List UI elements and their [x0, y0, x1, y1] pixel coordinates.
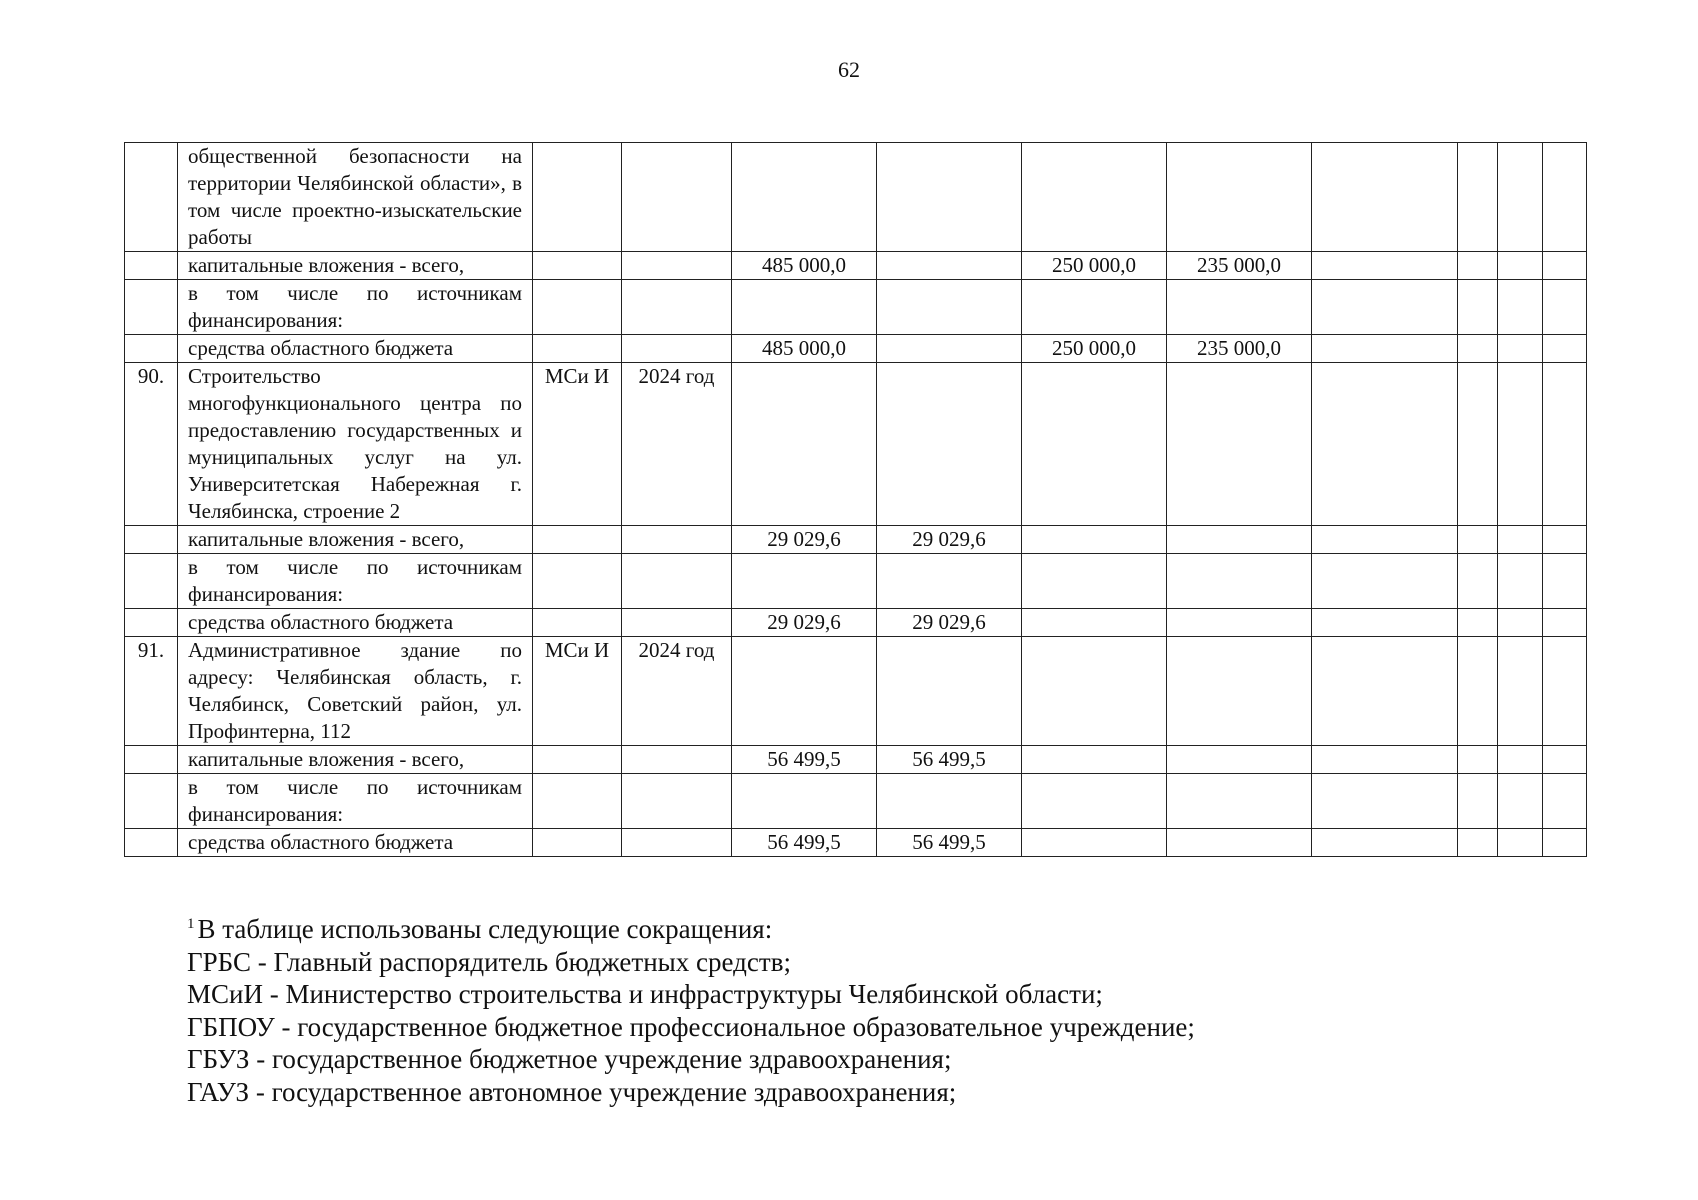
object-row [125, 143, 1587, 252]
row-name-cell: Строительство многофункционального центра по предоставлению государственных и муниципальных услуг на ул. Университетская Набережная г. Челябинска, строение 2 [178, 363, 533, 526]
abbreviation-gbuz: ГБУЗ - государственное бюджетное учреждение здравоохранения; [187, 1044, 952, 1074]
value-2026-cell: 235 000,0 [1167, 335, 1312, 363]
value-2026-cell [1167, 609, 1312, 637]
empty-cell [1498, 143, 1543, 252]
value-2025-cell [1022, 609, 1167, 637]
grbs-cell [533, 335, 622, 363]
row-number-cell [125, 526, 178, 554]
year-cell [622, 335, 732, 363]
value-2025-cell [1022, 280, 1167, 335]
value-2025-cell [1022, 637, 1167, 746]
value-2025-cell [1022, 526, 1167, 554]
value-2025-cell [1022, 143, 1167, 252]
empty-cell [1543, 554, 1587, 609]
value-2024-cell [877, 637, 1022, 746]
empty-cell [1312, 143, 1458, 252]
value-2026-cell [1167, 143, 1312, 252]
empty-cell [1458, 335, 1498, 363]
empty-cell [1498, 609, 1543, 637]
empty-cell [1498, 829, 1543, 857]
value-2026-cell [1167, 554, 1312, 609]
year-cell [622, 609, 732, 637]
row-number-cell [125, 829, 178, 857]
empty-cell [1498, 746, 1543, 774]
empty-cell [1458, 280, 1498, 335]
empty-cell [1458, 363, 1498, 526]
finance-row [125, 746, 1587, 774]
empty-cell [1498, 637, 1543, 746]
empty-cell [1312, 554, 1458, 609]
value-2024-cell: 29 029,6 [877, 526, 1022, 554]
row-name-cell: средства областного бюджета [178, 335, 533, 363]
value-2026-cell [1167, 774, 1312, 829]
year-cell [622, 746, 732, 774]
page-number: 62 [838, 57, 860, 82]
object-row [125, 363, 1587, 526]
finance-row [125, 335, 1587, 363]
object-row [125, 637, 1587, 746]
grbs-cell [533, 143, 622, 252]
empty-cell [1312, 637, 1458, 746]
grbs-cell [533, 252, 622, 280]
row-number-cell: 91. [125, 637, 178, 746]
empty-cell [1458, 829, 1498, 857]
value-2024-cell: 29 029,6 [877, 609, 1022, 637]
empty-cell [1543, 526, 1587, 554]
row-name-cell: в том числе по источникам финансирования: [178, 280, 533, 335]
total-value-cell [732, 637, 877, 746]
value-2026-cell [1167, 746, 1312, 774]
finance-row [125, 252, 1587, 280]
empty-cell [1543, 335, 1587, 363]
empty-cell [1312, 363, 1458, 526]
grbs-cell: МСи И [533, 637, 622, 746]
row-name-cell: средства областного бюджета [178, 609, 533, 637]
row-number-cell [125, 554, 178, 609]
value-2025-cell [1022, 363, 1167, 526]
empty-cell [1312, 280, 1458, 335]
finance-row [125, 829, 1587, 857]
year-cell: 2024 год [622, 637, 732, 746]
year-cell [622, 774, 732, 829]
total-value-cell: 56 499,5 [732, 746, 877, 774]
value-2026-cell: 235 000,0 [1167, 252, 1312, 280]
total-value-cell: 485 000,0 [732, 335, 877, 363]
value-2024-cell [877, 335, 1022, 363]
empty-cell [1458, 746, 1498, 774]
row-name-cell: средства областного бюджета [178, 829, 533, 857]
value-2024-cell [877, 143, 1022, 252]
empty-cell [1458, 252, 1498, 280]
footnote-intro [187, 908, 1195, 946]
row-name-cell: капитальные вложения - всего, [178, 526, 533, 554]
empty-cell [1498, 335, 1543, 363]
empty-cell [1498, 252, 1543, 280]
grbs-cell [533, 526, 622, 554]
empty-cell [1312, 829, 1458, 857]
finance-row [125, 774, 1587, 829]
total-value-cell [732, 363, 877, 526]
empty-cell [1458, 637, 1498, 746]
row-number-cell [125, 335, 178, 363]
empty-cell [1312, 252, 1458, 280]
empty-cell [1312, 526, 1458, 554]
table-body [125, 143, 1587, 857]
year-cell [622, 280, 732, 335]
total-value-cell [732, 280, 877, 335]
total-value-cell: 56 499,5 [732, 829, 877, 857]
grbs-cell: МСи И [533, 363, 622, 526]
grbs-cell [533, 609, 622, 637]
value-2025-cell [1022, 774, 1167, 829]
footnote-intro-text: В таблице использованы следующие сокращения: [197, 914, 773, 944]
empty-cell [1543, 829, 1587, 857]
empty-cell [1458, 774, 1498, 829]
empty-cell [1543, 774, 1587, 829]
value-2024-cell [877, 774, 1022, 829]
grbs-cell [533, 774, 622, 829]
row-name-cell: капитальные вложения - всего, [178, 746, 533, 774]
empty-cell [1543, 637, 1587, 746]
value-2025-cell: 250 000,0 [1022, 335, 1167, 363]
total-value-cell: 485 000,0 [732, 252, 877, 280]
empty-cell [1498, 774, 1543, 829]
finance-row [125, 609, 1587, 637]
total-value-cell [732, 774, 877, 829]
value-2024-cell [877, 554, 1022, 609]
year-cell [622, 829, 732, 857]
row-name-cell: Административное здание по адресу: Челябинская область, г. Челябинск, Советский район, ул. Профинтерна, 112 [178, 637, 533, 746]
abbreviation-msii: МСиИ - Министерство строительства и инфраструктуры Челябинской области; [187, 979, 1103, 1009]
total-value-cell [732, 554, 877, 609]
capital-investment-table [124, 142, 1587, 857]
footnote-marker: 1 [187, 916, 195, 932]
value-2026-cell [1167, 363, 1312, 526]
empty-cell [1543, 252, 1587, 280]
empty-cell [1543, 280, 1587, 335]
total-value-cell: 29 029,6 [732, 609, 877, 637]
empty-cell [1543, 609, 1587, 637]
abbreviation-gauz: ГАУЗ - государственное автономное учреждение здравоохранения; [187, 1076, 957, 1107]
grbs-cell [533, 554, 622, 609]
empty-cell [1543, 746, 1587, 774]
value-2026-cell [1167, 280, 1312, 335]
row-name-cell: в том числе по источникам финансирования: [178, 554, 533, 609]
finance-row [125, 554, 1587, 609]
year-cell [622, 252, 732, 280]
footnote [187, 908, 1195, 1108]
row-number-cell: 90. [125, 363, 178, 526]
grbs-cell [533, 746, 622, 774]
empty-cell [1543, 143, 1587, 252]
value-2024-cell [877, 280, 1022, 335]
row-number-cell [125, 143, 178, 252]
row-number-cell [125, 746, 178, 774]
value-2025-cell [1022, 829, 1167, 857]
empty-cell [1498, 280, 1543, 335]
empty-cell [1498, 363, 1543, 526]
total-value-cell: 29 029,6 [732, 526, 877, 554]
total-value-cell [732, 143, 877, 252]
grbs-cell [533, 280, 622, 335]
row-number-cell [125, 280, 178, 335]
empty-cell [1312, 774, 1458, 829]
year-cell: 2024 год [622, 363, 732, 526]
year-cell [622, 143, 732, 252]
empty-cell [1312, 746, 1458, 774]
year-cell [622, 554, 732, 609]
row-name-cell: капитальные вложения - всего, [178, 252, 533, 280]
value-2024-cell [877, 363, 1022, 526]
empty-cell [1543, 363, 1587, 526]
value-2025-cell [1022, 746, 1167, 774]
value-2024-cell: 56 499,5 [877, 829, 1022, 857]
empty-cell [1498, 526, 1543, 554]
finance-row [125, 526, 1587, 554]
value-2026-cell [1167, 637, 1312, 746]
row-name-cell: в том числе по источникам финансирования: [178, 774, 533, 829]
value-2025-cell: 250 000,0 [1022, 252, 1167, 280]
abbreviation-gbpou: ГБПОУ - государственное бюджетное профессиональное образовательное учреждение; [187, 1011, 1195, 1042]
row-number-cell [125, 609, 178, 637]
year-cell [622, 526, 732, 554]
empty-cell [1312, 609, 1458, 637]
row-name-cell: общественной безопасности на территории Челябинской области», в том числе проектно-изыскательские работы [178, 143, 533, 252]
empty-cell [1458, 143, 1498, 252]
grbs-cell [533, 829, 622, 857]
empty-cell [1458, 554, 1498, 609]
empty-cell [1498, 554, 1543, 609]
row-number-cell [125, 252, 178, 280]
value-2024-cell [877, 252, 1022, 280]
row-number-cell [125, 774, 178, 829]
abbreviation-grbs: ГРБС - Главный распорядитель бюджетных средств; [187, 946, 791, 977]
value-2026-cell [1167, 526, 1312, 554]
empty-cell [1458, 609, 1498, 637]
value-2025-cell [1022, 554, 1167, 609]
empty-cell [1458, 526, 1498, 554]
empty-cell [1312, 335, 1458, 363]
finance-row [125, 280, 1587, 335]
value-2026-cell [1167, 829, 1312, 857]
value-2024-cell: 56 499,5 [877, 746, 1022, 774]
